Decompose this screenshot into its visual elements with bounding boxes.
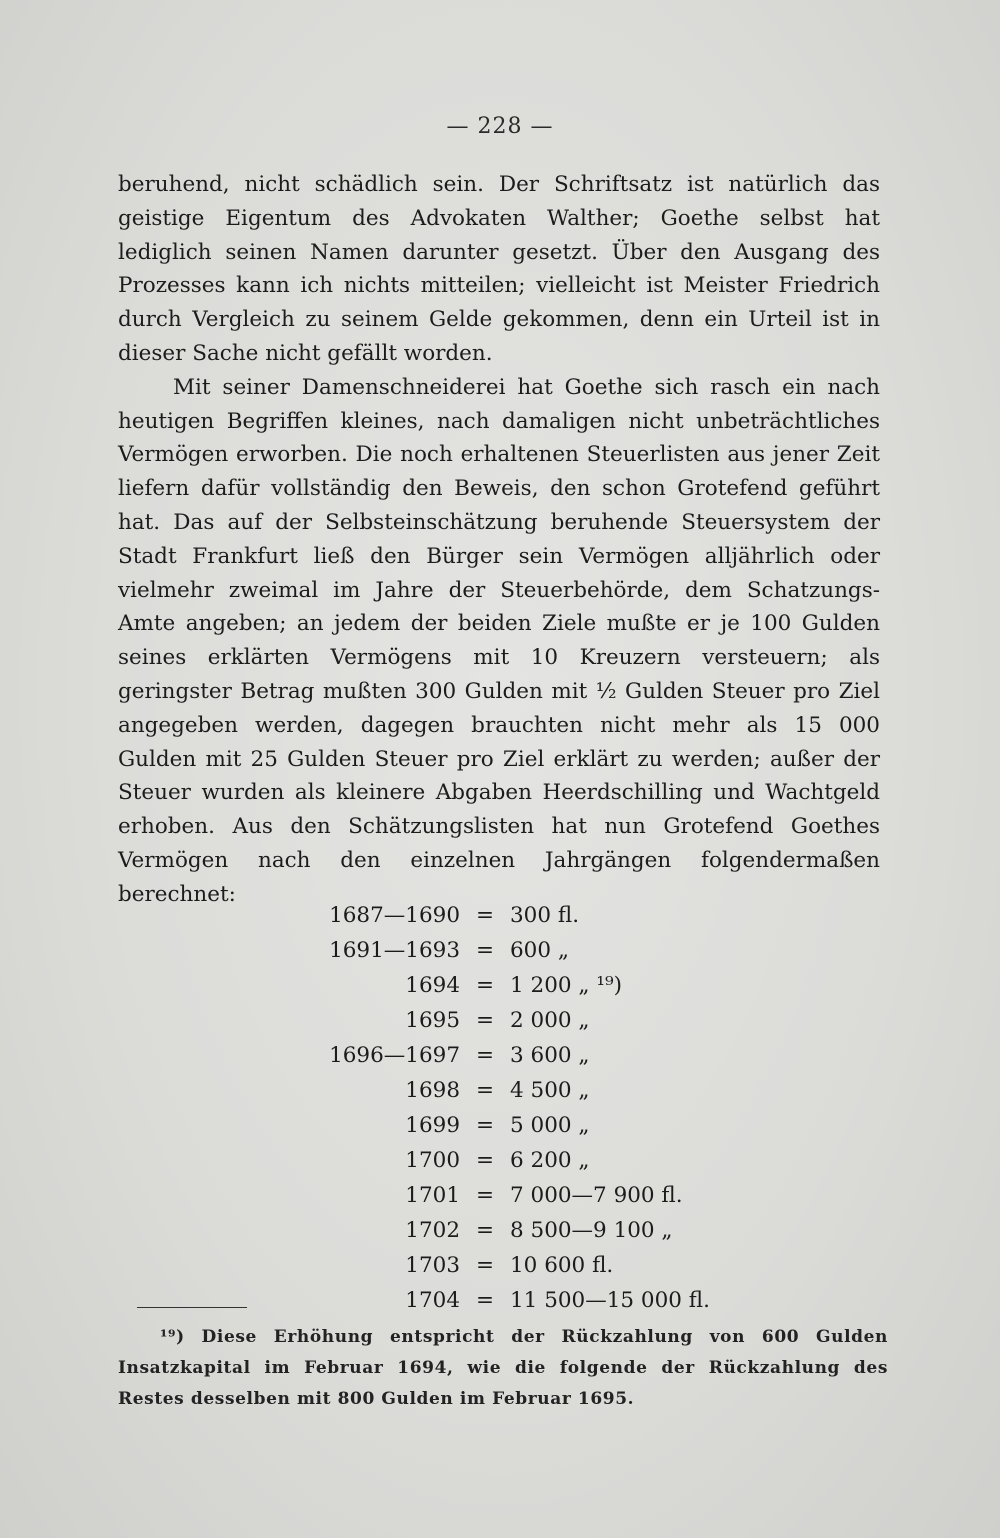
- paragraph-2: Mit seiner Damenschneiderei hat Goethe sich rasch ein nach heutigen Begriffen kleines, nach damaligen nicht unbeträchtliches Vermögen erworben. Die noch erhaltenen Steuerlisten aus jener Zeit liefern dafür vollständig den Beweis, den schon Grotefend geführt hat. Das auf der Selbsteinschätzung beruhende Steuersystem der Stadt Frankfurt ließ den Bürger sein Vermögen alljährlich oder vielmehr zweimal im Jahre der Steuerbehörde, dem Schatzungs-Amte angeben; an jedem der beiden Ziele mußte er je 100 Gulden seines erklärten Vermögens mit 10 Kreuzern versteuern; als geringster Betrag mußten 300 Gulden mit ½ Gulden Steuer pro Ziel angegeben werden, dagegen brauchten nicht mehr als 15 000 Gulden mit 25 Gulden Steuer pro Ziel erklärt zu werden; außer der Steuer wurden als kleinere Abgaben Heerdschilling und Wachtgeld erhoben. Aus den Schätzungslisten hat nun Grotefend Goethes Vermögen nach den einzelnen Jahrgängen folgendermaßen berechnet:: [118, 374, 880, 907]
- table-amount: 600 „: [510, 938, 570, 963]
- table-years: 1687—1690: [329, 903, 460, 928]
- table-equals: =: [475, 903, 494, 928]
- body-text: [118, 168, 880, 912]
- table-years: 1699: [405, 1113, 460, 1138]
- table-row: [300, 1038, 760, 1073]
- table-amount: 8 500—9 100 „: [510, 1218, 673, 1243]
- table-equals: =: [475, 1008, 494, 1033]
- table-years: 1704: [405, 1288, 460, 1313]
- footnote-divider: [137, 1307, 247, 1308]
- table-years: 1700: [405, 1148, 460, 1173]
- table-equals: =: [475, 973, 494, 998]
- paragraph-1: beruhend, nicht schädlich sein. Der Schriftsatz ist natürlich das geistige Eigentum des Advokaten Walther; Goethe selbst hat lediglich seinen Namen darunter gesetzt. Über den Ausgang des Prozesses kann ich nichts mitteilen; vielleicht ist Meister Friedrich durch Vergleich zu seinem Gelde gekommen, denn ein Urteil ist in dieser Sache nicht gefällt worden.: [118, 172, 880, 366]
- table-equals: =: [475, 1148, 494, 1173]
- table-years: 1694: [405, 973, 460, 998]
- table-row: [300, 1283, 760, 1318]
- table-amount: 5 000 „: [510, 1113, 590, 1138]
- table-equals: =: [475, 1218, 494, 1243]
- table-years: 1701: [405, 1183, 460, 1208]
- table-equals: =: [475, 1043, 494, 1068]
- table-amount: 2 000 „: [510, 1008, 590, 1033]
- table-row: [300, 1003, 760, 1038]
- table-amount: 3 600 „: [510, 1043, 590, 1068]
- table-years: 1695: [405, 1008, 460, 1033]
- table-years: 1703: [405, 1253, 460, 1278]
- table-years: 1691—1693: [329, 938, 460, 963]
- table-row: [300, 1143, 760, 1178]
- page-number: — 228 —: [446, 114, 554, 139]
- table-row: [300, 1213, 760, 1248]
- table-years: 1702: [405, 1218, 460, 1243]
- table-row: [300, 1178, 760, 1213]
- table-row: [300, 968, 760, 1003]
- table-amount: 10 600 fl.: [510, 1253, 614, 1278]
- table-amount: 7 000—7 900 fl.: [510, 1183, 683, 1208]
- table-equals: =: [475, 1288, 494, 1313]
- table-row: [300, 1073, 760, 1108]
- table-amount: 11 500—15 000 fl.: [510, 1288, 710, 1313]
- table-row: [300, 1108, 760, 1143]
- table-amount: 4 500 „: [510, 1078, 590, 1103]
- table-row: [300, 1248, 760, 1283]
- table-years: 1698: [405, 1078, 460, 1103]
- table-row: [300, 898, 760, 933]
- table-equals: =: [475, 1253, 494, 1278]
- wealth-table: [300, 898, 760, 1318]
- table-equals: =: [475, 1078, 494, 1103]
- table-equals: =: [475, 938, 494, 963]
- footnote-text: ¹⁹) Diese Erhöhung entspricht der Rückzahlung von 600 Gulden Insatzkapital im Februar 1694, wie die folgende der Rückzahlung des Restes desselben mit 800 Gulden im Februar 1695.: [118, 1327, 888, 1409]
- table-equals: =: [475, 1113, 494, 1138]
- table-amount: 300 fl.: [510, 903, 580, 928]
- table-equals: =: [475, 1183, 494, 1208]
- table-amount: 6 200 „: [510, 1148, 590, 1173]
- table-years: 1696—1697: [329, 1043, 460, 1068]
- table-row: [300, 933, 760, 968]
- table-amount: 1 200 „ ¹⁹): [510, 973, 622, 998]
- footnote: [118, 1322, 888, 1415]
